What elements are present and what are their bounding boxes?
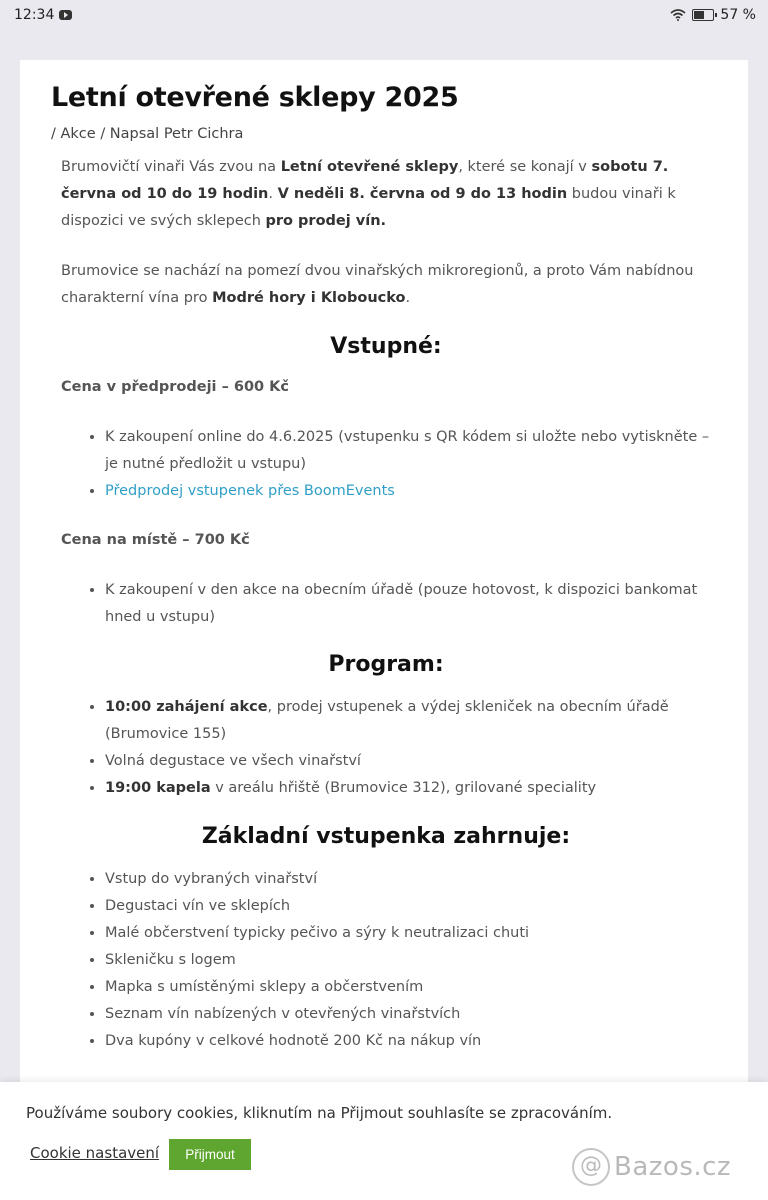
onsite-list [61, 577, 711, 631]
list-item: • K zakoupení online do 4.6.2025 (vstupenku s QR kódem si uložte nebo vytiskněte – je nutné předložit u vstupu) [105, 424, 711, 478]
bold-span: 19:00 kapela [105, 780, 211, 796]
clock: 12:34 [14, 7, 55, 23]
youtube-notification-icon [59, 10, 72, 20]
bold-span: sobotu 7. června od 10 do 19 hodin [61, 159, 669, 202]
watermark-text: Bazos.cz [614, 1152, 732, 1182]
bold-span: Letní otevřené sklepy [280, 159, 459, 175]
list-item: • Seznam vín nabízených v otevřených vinařstvích [105, 1001, 711, 1028]
vstupne-heading: Vstupné: [330, 334, 442, 359]
status-bar [0, 0, 768, 32]
bold-span: pro prodej vín. [265, 213, 387, 229]
cookie-settings-link[interactable]: Cookie nastavení [30, 1144, 160, 1162]
list-item: • Degustaci vín ve sklepích [105, 893, 711, 920]
text-span: v areálu hřiště (Brumovice 312), grilované speciality [210, 780, 597, 796]
list-item: • Dva kupóny v celkové hodnotě 200 Kč na nákup vín [105, 1028, 711, 1055]
article-content [61, 154, 711, 1055]
included-list [61, 866, 711, 1055]
article-card [20, 60, 748, 1200]
bold-span: 10:00 zahájení akce [105, 699, 268, 715]
cookie-text: Používáme soubory cookies, kliknutím na Přijmout souhlasíte se zpracováním. [26, 1104, 613, 1122]
text-span: , prodej vstupenek a výdej skleniček na obecním úřadě (Brumovice 155) [105, 699, 669, 742]
boomevents-link[interactable]: Předprodej vstupenek přes BoomEvents [105, 483, 395, 499]
text-span: Brumovičtí vinaři Vás zvou na [61, 159, 281, 175]
text-span: budou vinaři k dispozici ve svých sklepech [61, 186, 676, 229]
text-span: Brumovice se nachází na pomezí dvou vinařských mikroregionů, a proto Vám nabídnou charakterní vína pro [61, 263, 694, 306]
onsite-price: Cena na místě – 700 Kč [61, 532, 250, 548]
list-item: • Malé občerstvení typicky pečivo a sýry k neutralizaci chuti [105, 920, 711, 947]
list-item [105, 478, 711, 505]
text-span: . [405, 290, 411, 306]
bazos-logo-icon: @ [572, 1148, 610, 1186]
article-meta: / Akce / Napsal Petr Cichra [51, 126, 244, 142]
article-title: Letní otevřené sklepy 2025 [51, 82, 459, 113]
accept-cookies-button[interactable]: Přijmout [169, 1139, 251, 1170]
wifi-icon [670, 9, 686, 21]
included-heading: Základní vstupenka zahrnuje: [201, 824, 571, 849]
bazos-watermark [572, 1148, 731, 1186]
presale-list [61, 424, 711, 505]
status-right [670, 7, 756, 23]
status-left [14, 7, 72, 23]
bold-span: V neděli 8. června od 9 do 13 hodin [277, 186, 568, 202]
list-item [105, 694, 711, 748]
bold-span: Modré hory i Kloboucko [212, 290, 406, 306]
list-item: • K zakoupení v den akce na obecním úřadě (pouze hotovost, k dispozici bankomat hned u vstupu) [105, 577, 711, 631]
list-item: • Vstup do vybraných vinařství [105, 866, 711, 893]
presale-price: Cena v předprodeji – 600 Kč [61, 379, 290, 395]
list-item: • Volná degustace ve všech vinařství [105, 748, 711, 775]
text-span: , které se konají v [458, 159, 592, 175]
program-list [61, 694, 711, 802]
list-item: • Mapka s umístěnými sklepy a občerstvením [105, 974, 711, 1001]
intro-paragraph-2 [61, 258, 711, 312]
program-heading: Program: [328, 652, 444, 677]
battery-icon [692, 9, 714, 21]
text-span: . [268, 186, 278, 202]
cookie-banner [0, 1082, 768, 1200]
battery-level: 57 % [720, 7, 756, 23]
list-item [105, 775, 711, 802]
list-item: • Skleničku s logem [105, 947, 711, 974]
intro-paragraph-1 [61, 154, 711, 235]
